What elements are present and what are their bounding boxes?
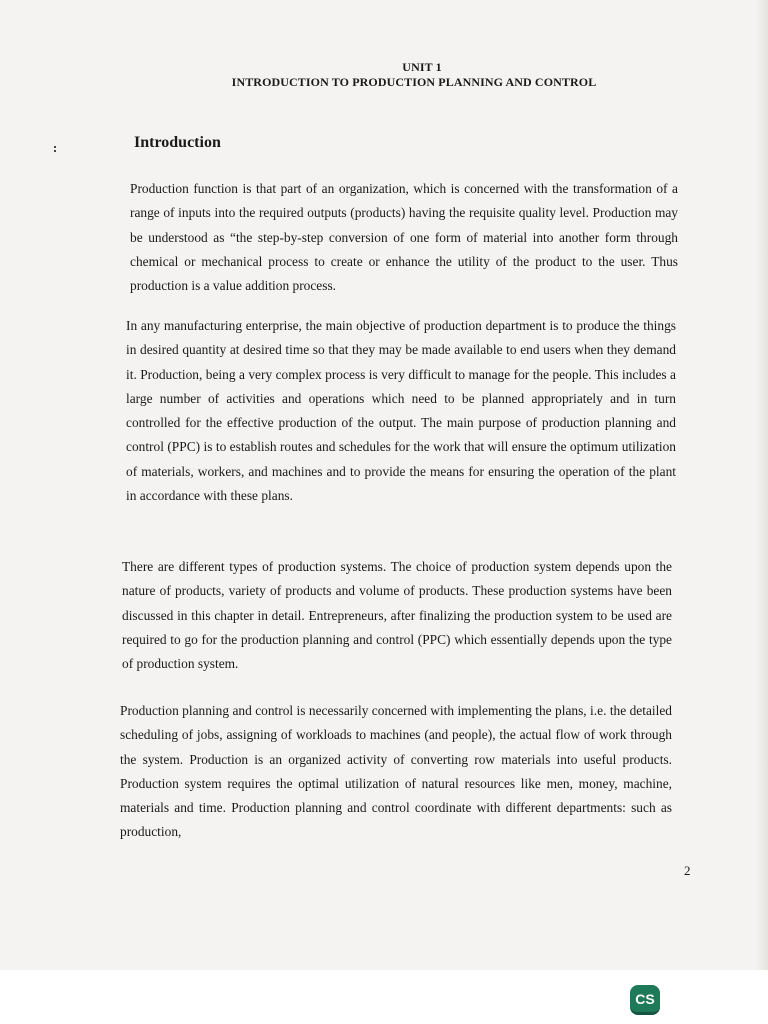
- paragraph-1: Production function is that part of an organization, which is concerned with the transformation of a range of inputs into the required outputs (products) having the requisite quality level. Production may be understood as “the step-by-step conversion of one form of material into another form through chemical or mechanical process to create or enhance the utility of the product to the user. Thus production is a value addition process.: [130, 181, 678, 294]
- unit-title: INTRODUCTION TO PRODUCTION PLANNING AND CONTROL: [231, 75, 597, 89]
- page-edge-shadow: [756, 0, 768, 970]
- unit-label: UNIT 1: [402, 60, 442, 74]
- page-number: 2: [684, 863, 691, 878]
- paragraph-4: Production planning and control is necessarily concerned with implementing the plans, i.e. the detailed scheduling of jobs, assigning of workloads to machines (and people), the actual flow of work through the system. Production is an organized activity of converting row materials into useful products. Production system requires the optimal utilization of natural resources like men, money, machine, materials and time. Production planning and control coordinate with different departments: such as production,: [120, 703, 672, 840]
- section-heading: Introduction: [134, 134, 221, 151]
- paragraph-3: There are different types of production systems. The choice of production system depends upon the nature of products, variety of products and volume of products. These production systems have been discussed in this chapter in detail. Entrepreneurs, after finalizing the production system to be used are required to go for the production planning and control (PPC) which essentially depends upon the type of production system.: [122, 559, 672, 672]
- scan-speck: [54, 146, 58, 152]
- paragraph-2: In any manufacturing enterprise, the main objective of production department is to produce the things in desired quantity at desired time so that they may be made available to end users when they demand it. Production, being a very complex process is very difficult to manage for the people. This includes a large number of activities and operations which need to be planned appropriately and in turn controlled for the effective production of the output. The main purpose of production planning and control (PPC) is to establish routes and schedules for the work that will ensure the optimum utilization of materials, workers, and machines and to provide the means for ensuring the operation of the plant in accordance with these plans.: [126, 318, 676, 504]
- camscanner-logo-icon: CS: [630, 985, 660, 1015]
